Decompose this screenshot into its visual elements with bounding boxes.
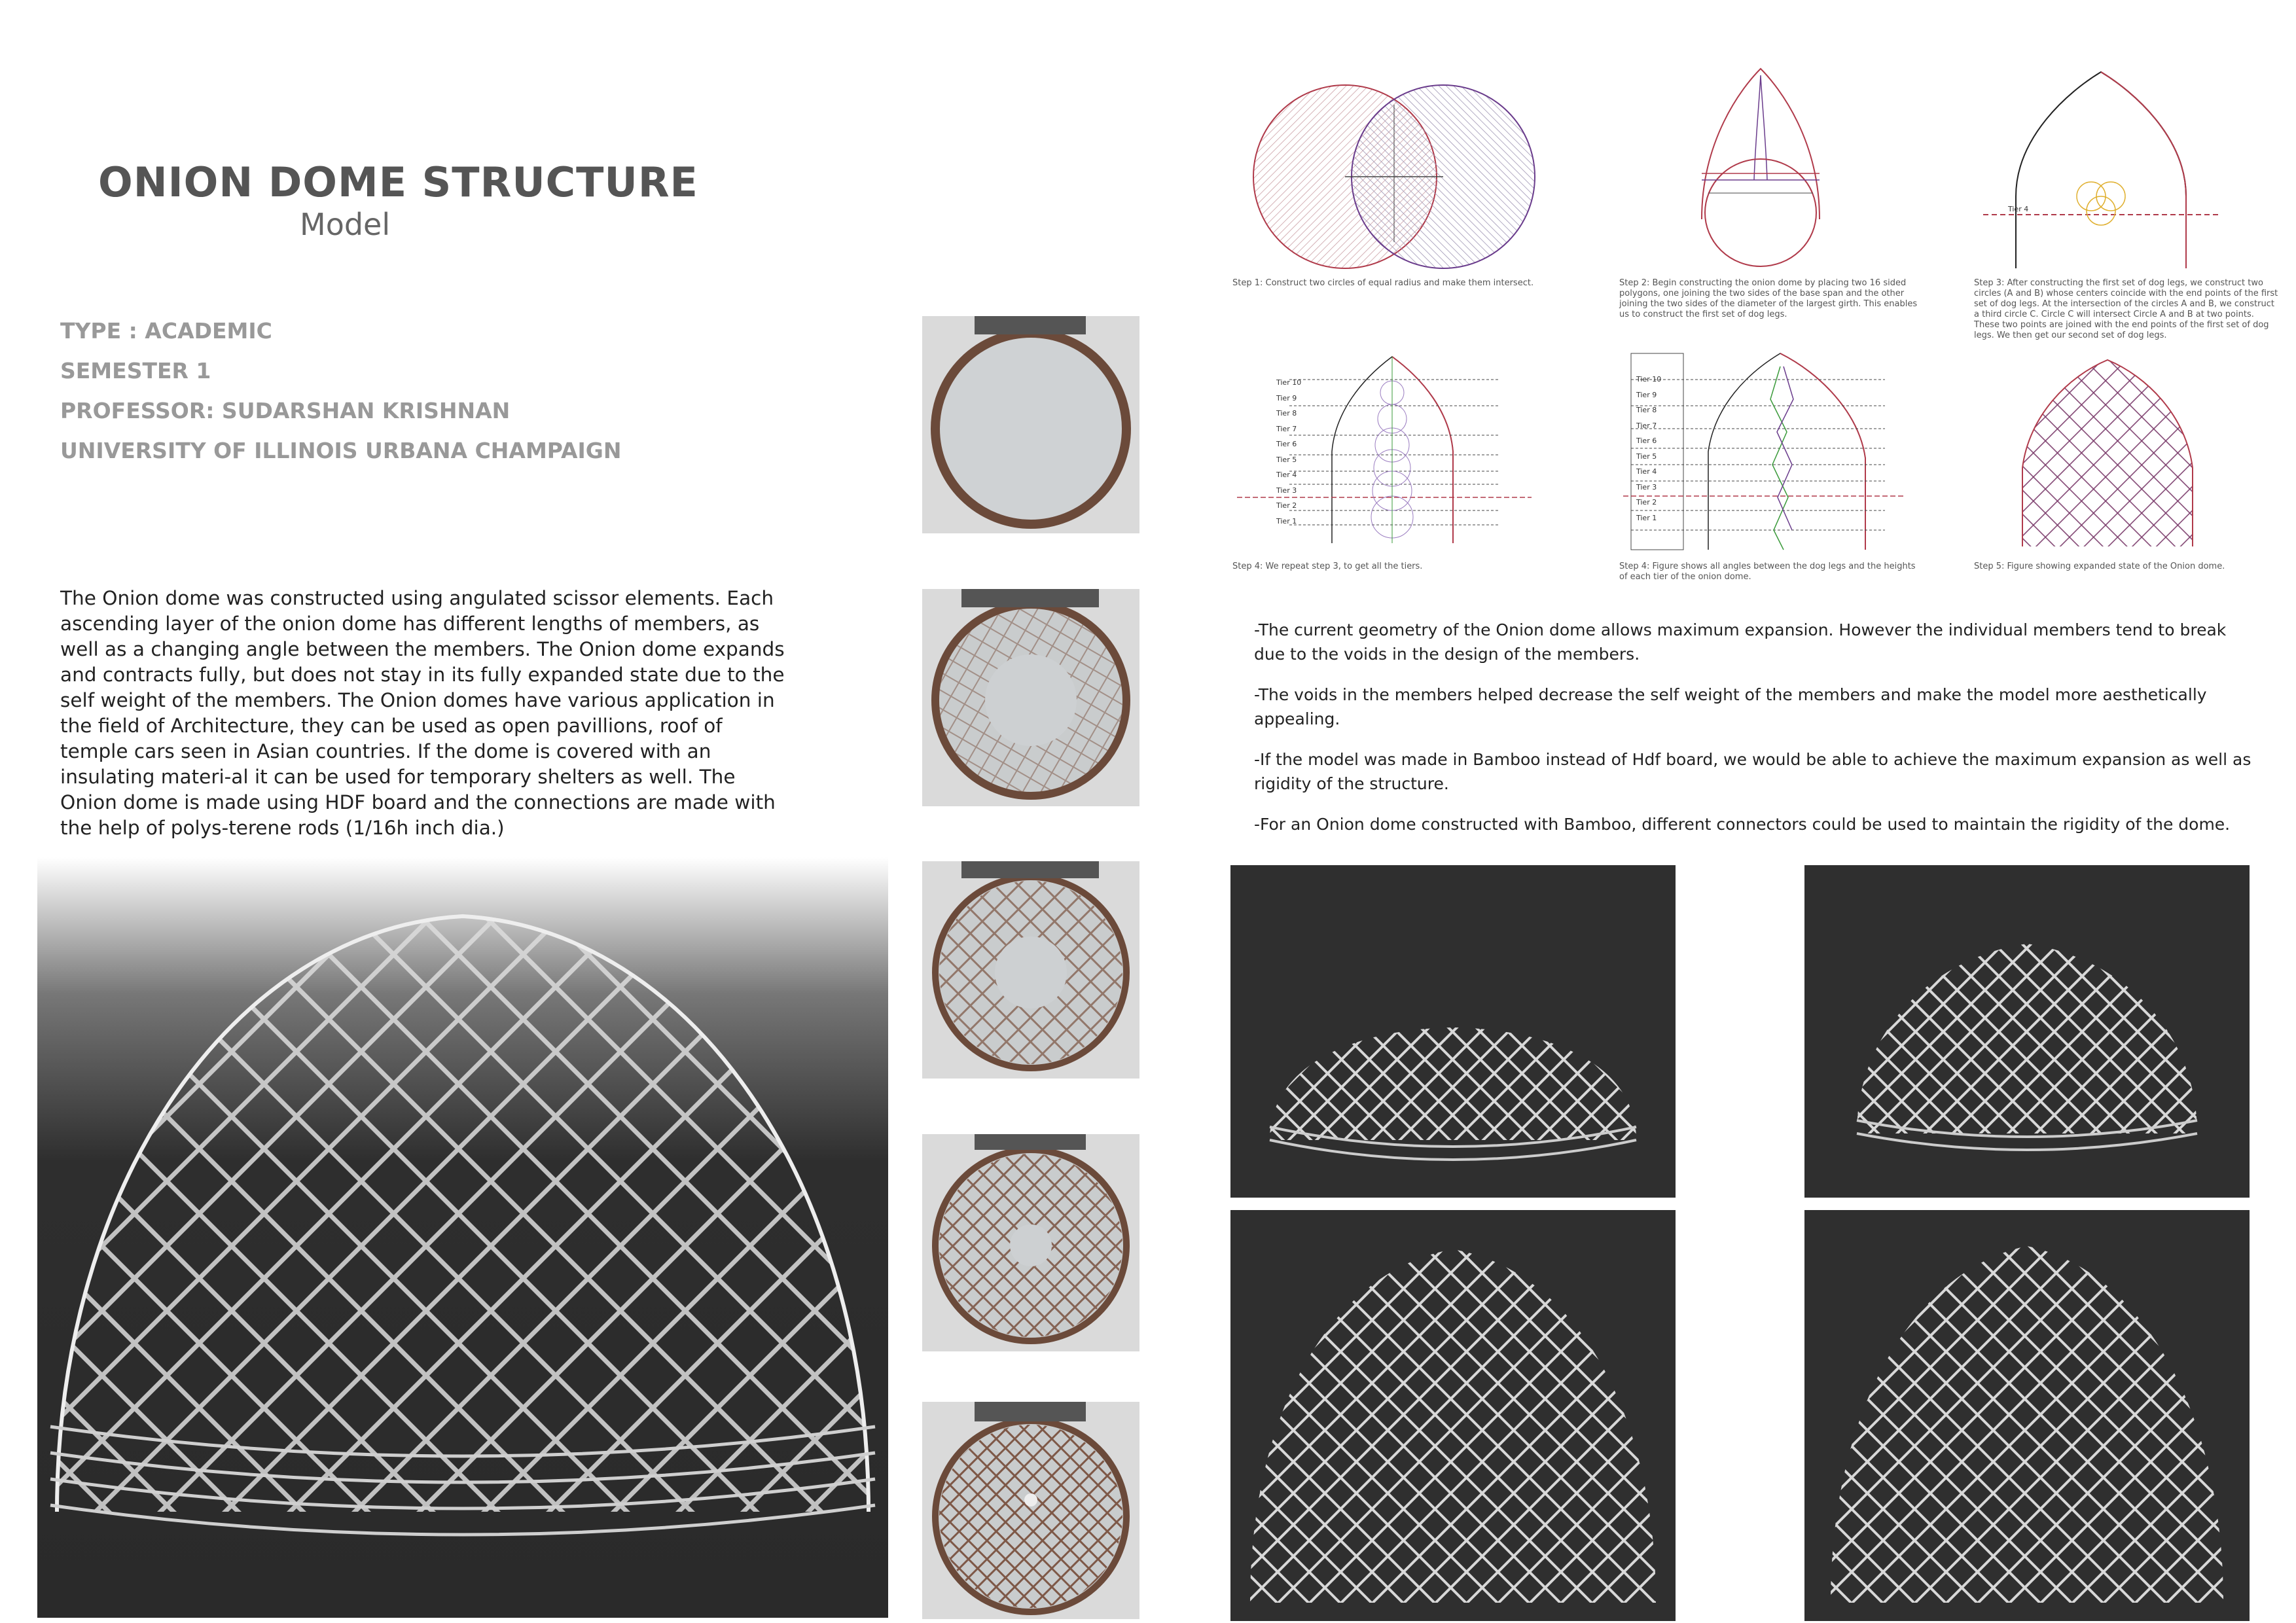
expansion-photo-2	[1804, 865, 2250, 1198]
meta-type: TYPE : ACADEMIC	[60, 318, 272, 344]
project-meta	[60, 311, 621, 471]
expansion-photo-3	[1230, 1210, 1676, 1621]
page-title: ONION DOME STRUCTURE	[98, 158, 698, 206]
step-3-caption: Step 3: After constructing the first set of dog legs, we construct two circles (A and B) whose centers coincide with the end points of the first set of dog legs. At the intersection of the circles A and B, we construct a third circle C. Circle C will intersect Circle A and B at two points. These two points are joined with the end points of the first set of dog legs. We then get our second set of dog legs.	[1974, 278, 2278, 340]
note-4: -For an Onion dome constructed with Bamboo, different connectors could be used to maintain the rigidity of the dome.	[1254, 815, 2231, 834]
note-2: -The voids in the members helped decrease the self weight of the members and make the model more aesthetically appealing.	[1254, 685, 2207, 728]
note-1: -The current geometry of the Onion dome allows maximum expansion. However the individual members tend to break due to the voids in the design of the members.	[1254, 620, 2227, 664]
expansion-photo-4	[1804, 1210, 2250, 1621]
step-4b-diagram	[1623, 347, 1905, 556]
step-4-caption: Step 4: We repeat step 3, to get all the tiers.	[1232, 562, 1423, 571]
step-1-diagram	[1240, 65, 1548, 275]
step-4b-tier-labels: Tier 10 Tier 9 Tier 8 Tier 7 Tier 6 Tier 5 Tier 4 Tier 3 Tier 2 Tier 1	[1636, 375, 1662, 522]
step-5-diagram	[2009, 357, 2206, 553]
note-3: -If the model was made in Bamboo instead of Hdf board, we would be able to achieve the maximum expansion as well as rigidity of the structure.	[1254, 750, 2251, 793]
observation-notes	[1254, 618, 2255, 853]
page-subtitle: Model	[300, 207, 391, 242]
step-2-caption: Step 2: Begin constructing the onion dome by placing two 16 sided polygons, one joining the two sides of the base span and the other joining the two sides of the diameter of the largest girth. This enables us to construct the first set of dog legs.	[1619, 278, 1918, 319]
step-1-caption: Step 1: Construct two circles of equal radius and make them intersect.	[1232, 278, 1534, 288]
step-4-tier-labels: Tier 10 Tier 9 Tier 8 Tier 7 Tier 6 Tier 5 Tier 4 Tier 3 Tier 2 Tier 1	[1276, 378, 1302, 526]
meta-semester: SEMESTER 1	[60, 358, 211, 383]
project-description: The Onion dome was constructed using angulated scissor elements. Each ascending layer of the onion dome has different lengths of members, as well as a changing angle between the members. The Onion dome expands and contracts fully, but does not stay in its fully expanded state due to the self weight of the members. The Onion domes have various application in the field of Architecture, they can be used as open pavillions, roof of temple cars seen in Asian countries. If the dome is covered with an insulating materi-al it can be used for temporary shelters as well. The Onion dome is made using HDF board and the connections are made with the help of polys-terene rods (1/16h inch dia.)	[60, 587, 785, 839]
main-dome-photo	[37, 857, 888, 1618]
top-view-photo-5	[922, 1402, 1139, 1619]
step-3-tier-label: Tier 4	[2008, 205, 2029, 213]
expansion-photo-1	[1230, 865, 1676, 1198]
meta-university: UNIVERSITY OF ILLINOIS URBANA CHAMPAIGN	[60, 438, 622, 463]
step-3-diagram	[1983, 65, 2219, 275]
step-5-caption: Step 5: Figure showing expanded state of the Onion dome.	[1974, 562, 2225, 571]
top-view-photo-3	[922, 861, 1139, 1079]
step-2-diagram	[1682, 62, 1839, 278]
step-4b-caption: Step 4: Figure shows all angles between the dog legs and the heights of each tier of the onion dome.	[1619, 562, 1916, 582]
meta-professor: PROFESSOR: SUDARSHAN KRISHNAN	[60, 398, 511, 423]
top-view-photo-4	[922, 1134, 1139, 1351]
top-view-photo-2	[922, 589, 1139, 806]
top-view-photo-1	[922, 316, 1139, 533]
